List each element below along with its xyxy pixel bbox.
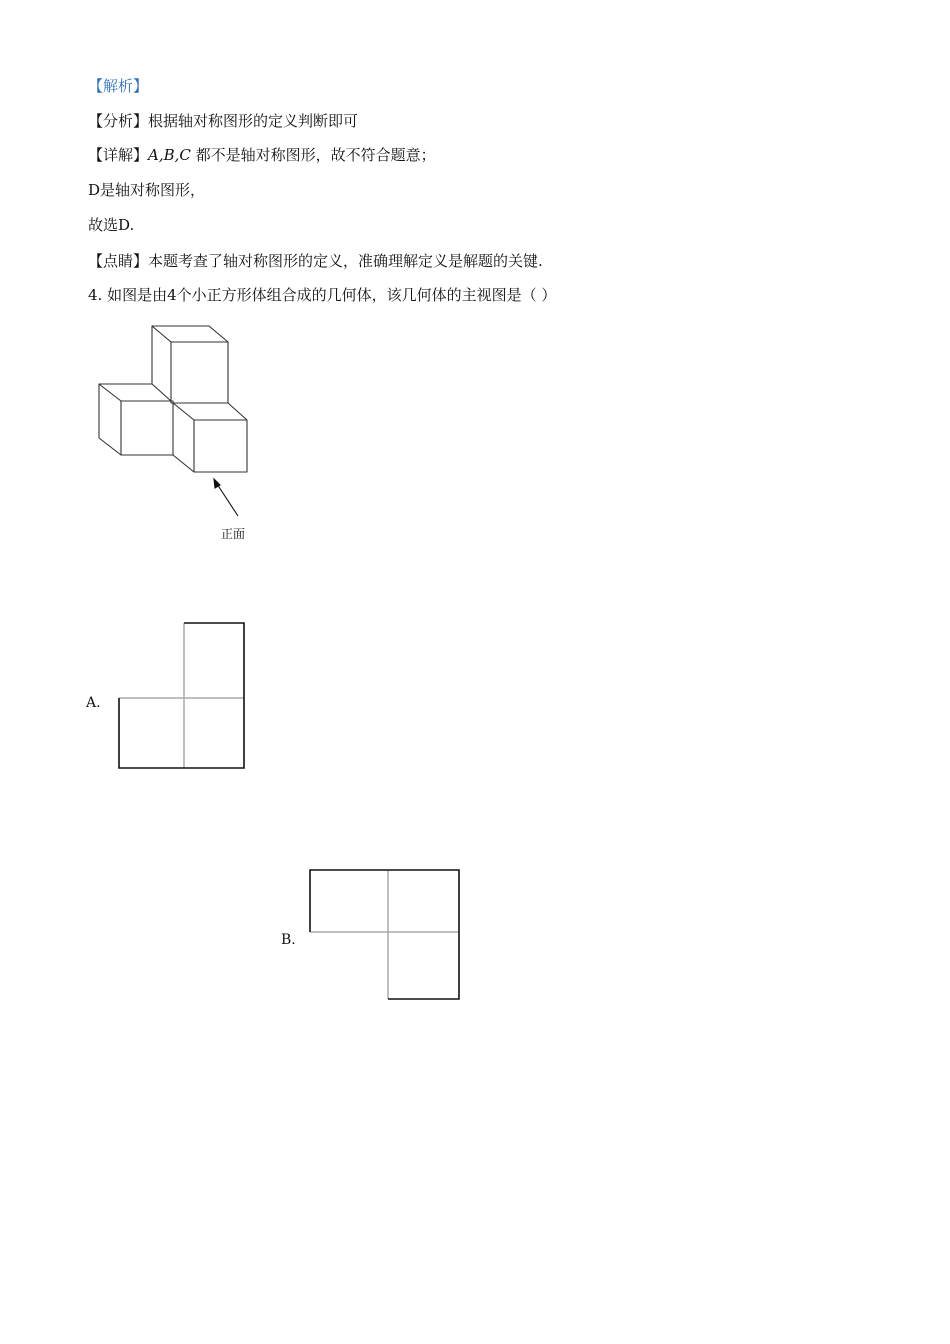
- front-label: 正面: [221, 527, 246, 541]
- analysis-label: 【分析】: [88, 112, 149, 130]
- question-number: 4.: [88, 286, 103, 304]
- analysis-header: 【解析】: [88, 77, 149, 95]
- comment-label: 【点睛】: [88, 252, 149, 270]
- detail-label: 【详解】: [88, 146, 149, 164]
- choice-line: 故选D.: [88, 216, 135, 234]
- detail-letters: A,B,C: [148, 146, 191, 164]
- analysis-text: 根据轴对称图形的定义判断即可: [148, 112, 359, 130]
- option-b-label: B.: [281, 932, 296, 948]
- d-line: D是轴对称图形，: [88, 181, 206, 199]
- comment-text: 本题考查了轴对称图形的定义，准确理解定义是解题的关键.: [148, 252, 543, 270]
- detail-text: 都不是轴对称图形，故不符合题意；: [195, 146, 436, 164]
- option-a-label: A.: [86, 695, 101, 711]
- question-text: 如图是由4个小正方形体组合成的几何体，该几何体的主视图是（ ）: [107, 286, 557, 304]
